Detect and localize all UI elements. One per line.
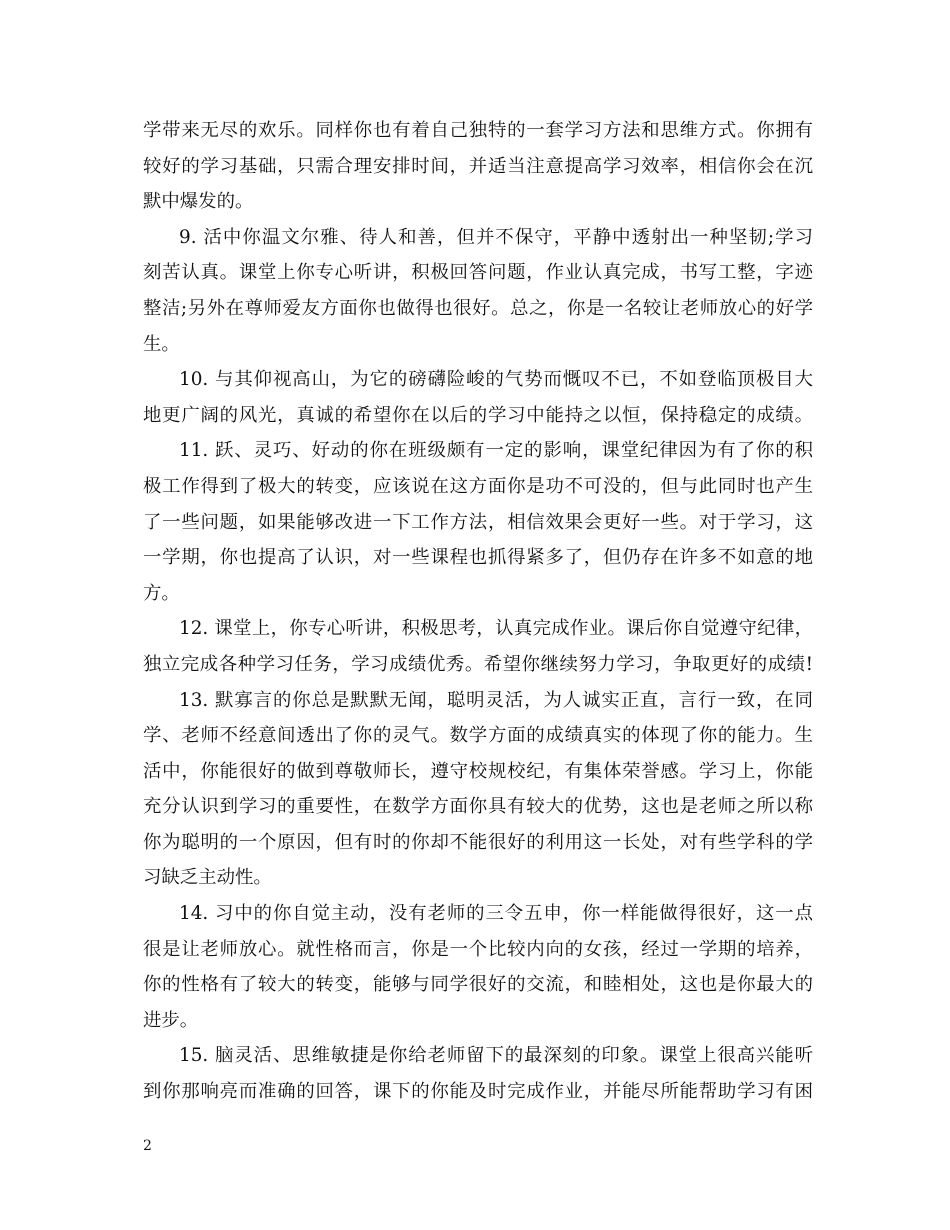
text-line: 整洁;另外在尊师爱友方面你也做得也很好。总之，你是一名较让老师放心的好学 <box>143 297 813 319</box>
text-line: 生。 <box>143 333 180 355</box>
text-line: 你的性格有了较大的转变，能够与同学很好的交流，和睦相处，这也是你最大的 <box>143 974 813 996</box>
text-line: 15. 脑灵活、思维敏捷是你给老师留下的最深刻的印象。课堂上很高兴能听 <box>179 1045 813 1067</box>
text-line: 极工作得到了极大的转变，应该说在这方面你是功不可没的，但与此同时也产生 <box>143 475 813 497</box>
text-line: 刻苦认真。课堂上你专心听讲，积极回答问题，作业认真完成，书写工整，字迹 <box>143 262 813 284</box>
page-number: 2 <box>143 1138 152 1154</box>
text-line: 较好的学习基础，只需合理安排时间，并适当注意提高学习效率，相信你会在沉 <box>143 155 813 177</box>
text-line: 11. 跃、灵巧、好动的你在班级颇有一定的影响，课堂纪律因为有了你的积 <box>179 440 813 462</box>
text-line: 你为聪明的一个原因，但有时的你却不能很好的利用这一长处，对有些学科的学 <box>143 831 813 853</box>
text-line: 9. 活中你温文尔雅、待人和善，但并不保守，平静中透射出一种坚韧;学习 <box>179 226 813 248</box>
text-line: 14. 习中的你自觉主动，没有老师的三令五申，你一样能做得很好，这一点 <box>179 903 813 925</box>
text-line: 10. 与其仰视高山，为它的磅礴险峻的气势而慨叹不已，不如登临顶极目大 <box>179 369 813 391</box>
text-line: 方。 <box>143 582 180 604</box>
text-line: 进步。 <box>143 1009 199 1031</box>
text-line: 一学期，你也提高了认识，对一些课程也抓得紧多了，但仍存在许多不如意的地 <box>143 547 813 569</box>
text-line: 到你那响亮而准确的回答，课下的你能及时完成作业，并能尽所能帮助学习有困 <box>143 1081 813 1103</box>
text-line: 12. 课堂上，你专心听讲，积极思考，认真完成作业。课后你自觉遵守纪律， <box>179 618 813 640</box>
text-line: 地更广阔的风光，真诚的希望你在以后的学习中能持之以恒，保持稳定的成绩。 <box>143 404 813 426</box>
text-line: 13. 默寡言的你总是默默无闻，聪明灵活，为人诚实正直，言行一致，在同 <box>179 689 813 711</box>
text-line: 了一些问题，如果能够改进一下工作方法，相信效果会更好一些。对于学习，这 <box>143 511 813 533</box>
text-line: 很是让老师放心。就性格而言，你是一个比较内向的女孩，经过一学期的培养， <box>143 938 813 960</box>
text-line: 默中爆发的。 <box>143 191 254 213</box>
text-line: 习缺乏主动性。 <box>143 867 272 889</box>
document-body <box>143 113 813 1110</box>
text-line: 学带来无尽的欢乐。同样你也有着自己独特的一套学习方法和思维方式。你拥有 <box>143 120 813 141</box>
text-line: 活中，你能很好的做到尊敬师长，遵守校规校纪，有集体荣誉感。学习上，你能 <box>143 760 813 782</box>
text-line: 充分认识到学习的重要性，在数学方面你具有较大的优势，这也是老师之所以称 <box>143 796 813 818</box>
text-line: 独立完成各种学习任务，学习成绩优秀。希望你继续努力学习，争取更好的成绩! <box>143 653 813 675</box>
text-line: 学、老师不经意间透出了你的灵气。数学方面的成绩真实的体现了你的能力。生 <box>143 725 813 747</box>
